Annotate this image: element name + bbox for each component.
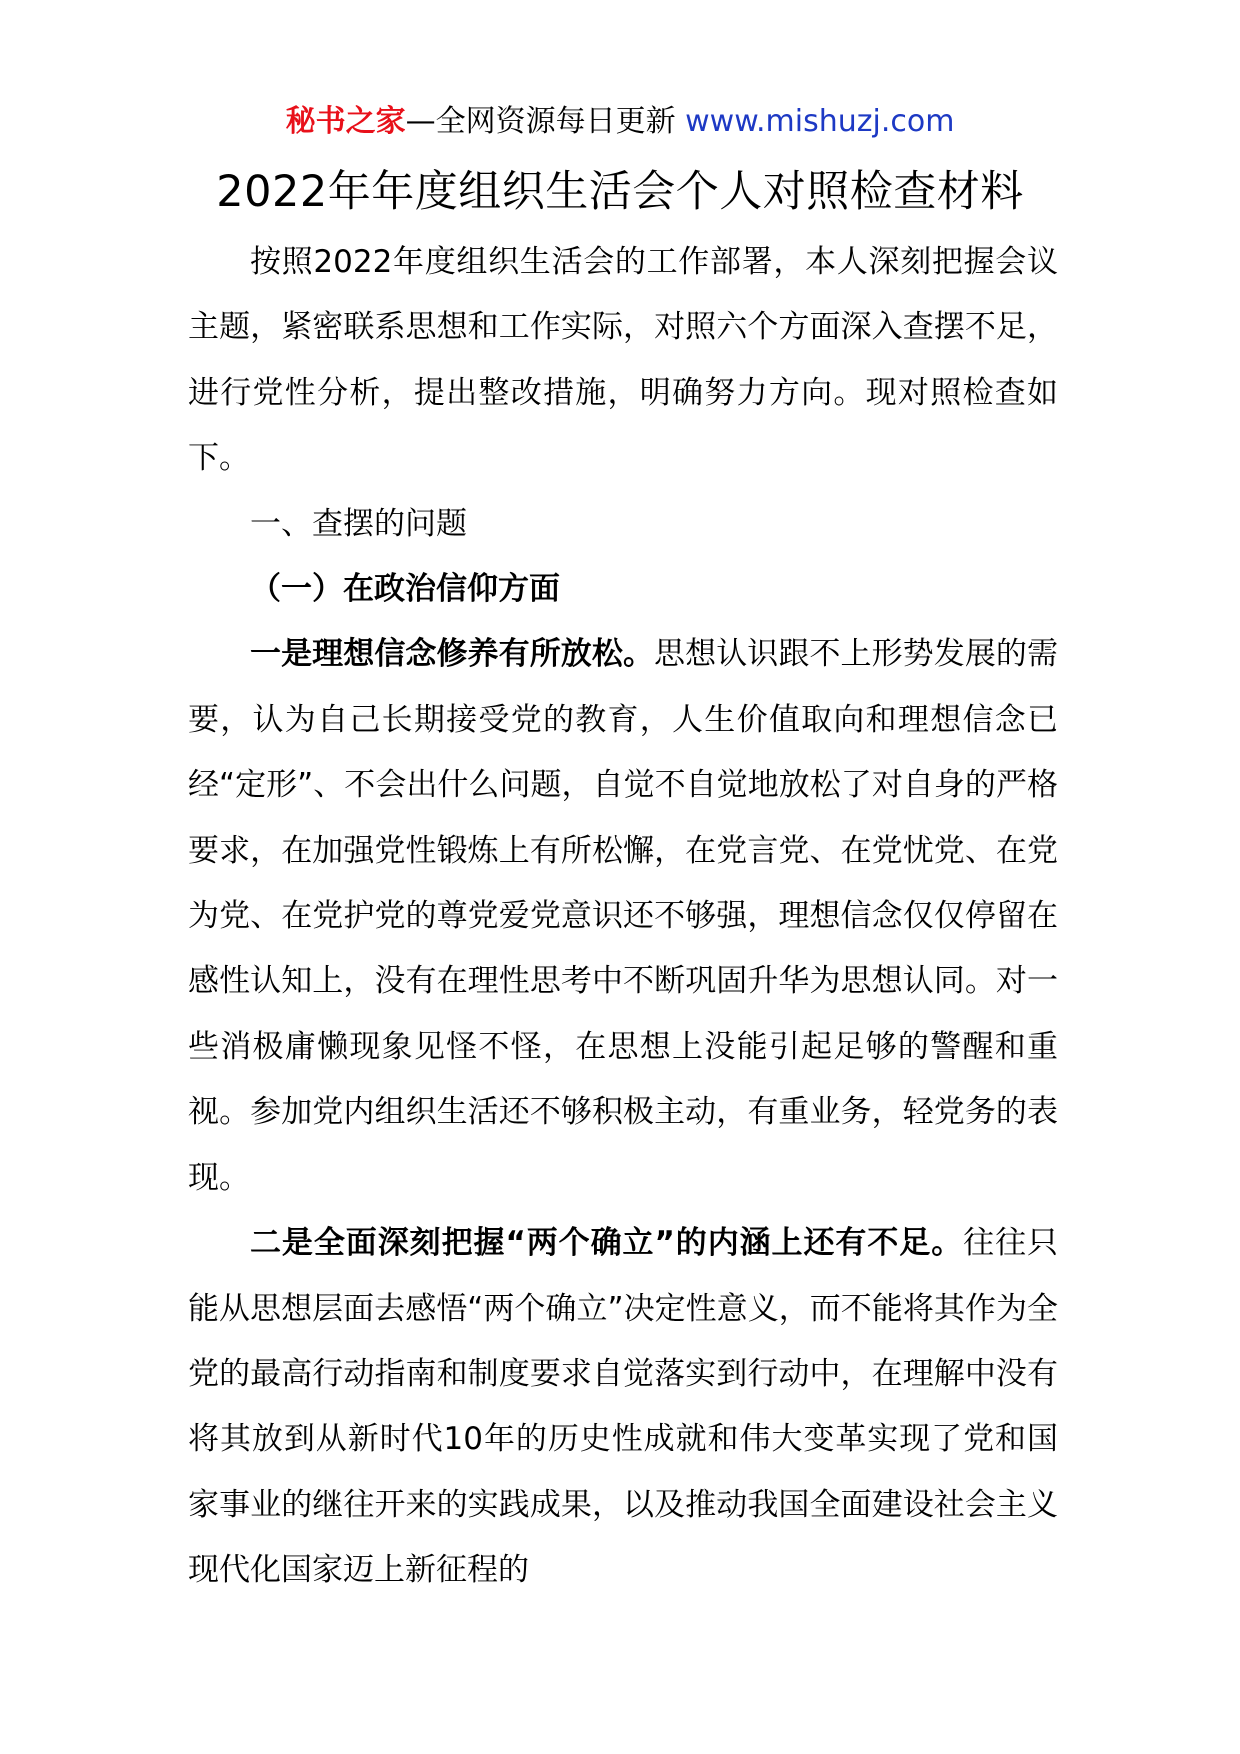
point-text-2: 往往只能从思想层面去感悟“两个确立”决定性意义，而不能将其作为全党的最高行动指南和制度要求自觉落实到行动中，在理解中没有将其放到从新时代10年的历史性成就和伟大变革实现了党和国家事业的继往开来的实践成果，以及推动我国全面建设社会主义现代化国家迈上新征程的 bbox=[188, 1225, 1059, 1589]
banner-tagline: —全网资源每日更新 bbox=[405, 104, 686, 139]
brand-name: 秘书之家 bbox=[285, 104, 406, 139]
intro-paragraph: 按照2022年度组织生活会的工作部署，本人深刻把握会议主题，紧密联系思想和工作实际，对照六个方面深入查摆不足，进行党性分析，提出整改措施，明确努力方向。现对照检查如下。 bbox=[188, 244, 1058, 477]
point-paragraph-2 bbox=[188, 1211, 1058, 1603]
site-banner bbox=[0, 100, 1240, 144]
point-lead-2: 二是全面深刻把握“两个确立”的内涵上还有不足。 bbox=[250, 1225, 964, 1262]
point-paragraph-1 bbox=[188, 622, 1058, 1211]
point-text-1: 思想认识跟不上形势发展的需要，认为自己长期接受党的教育，人生价值取向和理想信念已经“定形”、不会出什么问题，自觉不自觉地放松了对自身的严格要求，在加强党性锻炼上有所松懈，在党言党、在党忧党、在党为党、在党护党的尊党爱党意识还不够强，理想信念仅仅停留在感性认知上，没有在理性思考中不断巩固升华为思想认同。对一些消极庸懒现象见怪不怪，在思想上没能引起足够的警醒和重视。参加党内组织生活还不够积极主动，有重业务，轻党务的表现。 bbox=[188, 636, 1059, 1196]
section-heading: 一、查摆的问题 bbox=[250, 505, 467, 542]
subsection-heading: （一）在政治信仰方面 bbox=[250, 571, 560, 608]
site-url[interactable]: www.mishuzj.com bbox=[685, 104, 955, 139]
point-lead-1: 一是理想信念修养有所放松。 bbox=[250, 636, 655, 673]
document-body bbox=[188, 230, 1058, 1604]
document-title: 2022年年度组织生活会个人对照检查材料 bbox=[216, 167, 1024, 217]
